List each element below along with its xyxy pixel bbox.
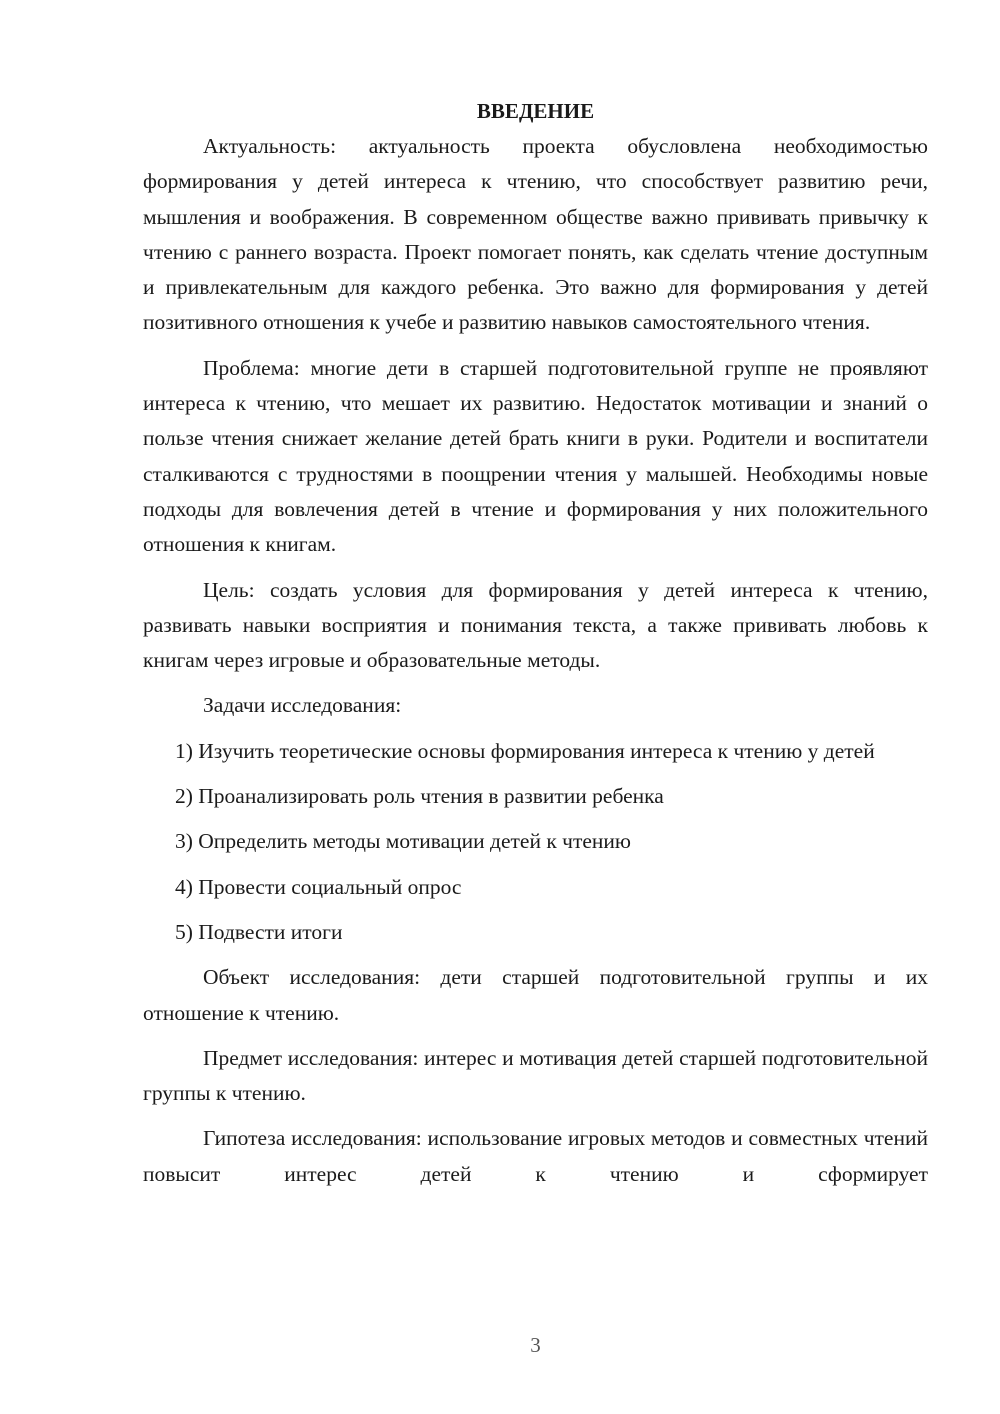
- page-number: 3: [530, 1333, 541, 1357]
- paragraph-problem: Проблема: многие дети в старшей подготовительной группе не проявляют интереса к чтению, что мешает их развитию. Недостаток мотивации и знаний о пользе чтения снижает желание детей брать книги в руки. Родители и воспитатели сталкиваются с трудностями в поощрении чтения у малышей. Необходимы новые подходы для вовлечения детей в чтение и формирования у них положительного отношения к книгам.: [143, 355, 928, 557]
- task-item: 4) Провести социальный опрос: [175, 874, 462, 899]
- task-item: 1) Изучить теоретические основы формирования интереса к чтению у детей: [175, 738, 875, 763]
- task-item: 3) Определить методы мотивации детей к чтению: [175, 829, 631, 854]
- task-item: 2) Проанализировать роль чтения в развитии ребенка: [175, 784, 664, 809]
- document-page: [143, 96, 928, 1202]
- paragraph-object: Объект исследования: дети старшей подготовительной группы и их отношение к чтению.: [143, 965, 928, 1025]
- tasks-heading: Задачи исследования:: [203, 693, 402, 718]
- paragraph-subject: Предмет исследования: интерес и мотивация детей старшей подготовительной группы к чтению.: [143, 1045, 928, 1106]
- task-item: 5) Подвести итоги: [175, 919, 343, 944]
- paragraph-hypothesis: Гипотеза исследования: использование игровых методов и совместных чтений повысит интерес детей к чтению и сформирует: [143, 1126, 928, 1186]
- paragraph-goal: Цель: создать условия для формирования у детей интереса к чтению, развивать навыки восприятия и понимания текста, а также прививать любовь к книгам через игровые и образовательные методы.: [143, 577, 928, 673]
- document-title: ВВЕДЕНИЕ: [476, 99, 595, 123]
- paragraph-relevance: Актуальность: актуальность проекта обусловлена необходимостью формирования у детей интереса к чтению, что способствует развитию речи, мышления и воображения. В современном обществе важно прививать привычку к чтению с раннего возраста. Проект помогает понять, как сделать чтение доступным и привлекательным для каждого ребенка. Это важно для формирования у детей позитивного отношения к учебе и развитию навыков самостоятельного чтения.: [143, 134, 928, 335]
